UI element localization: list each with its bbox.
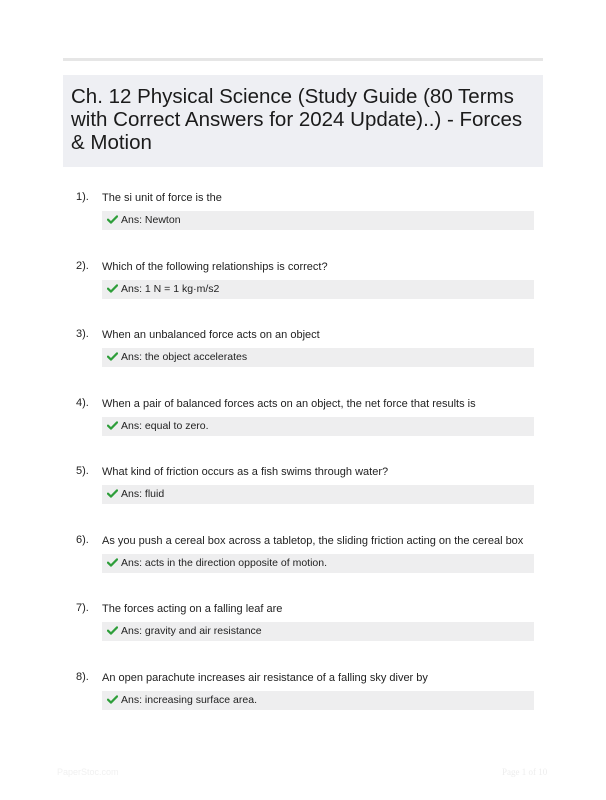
question-text: An open parachute increases air resistance of a falling sky diver by — [102, 672, 428, 684]
check-icon — [107, 284, 118, 293]
top-divider — [63, 58, 543, 61]
question-number: 7). — [76, 602, 89, 614]
question-text: The forces acting on a falling leaf are — [102, 603, 283, 615]
answer-text: Ans: gravity and air resistance — [121, 625, 262, 637]
answer-box — [102, 691, 534, 710]
answer-text: Ans: increasing surface area. — [121, 694, 257, 706]
check-icon — [107, 695, 118, 704]
footer-watermark: PaperStoc.com — [57, 767, 119, 777]
question-text: When a pair of balanced forces acts on an object, the net force that results is — [102, 398, 476, 410]
answer-box — [102, 348, 534, 367]
question-text: Which of the following relationships is correct? — [102, 261, 328, 273]
question-text: The si unit of force is the — [102, 192, 222, 204]
question-number: 4). — [76, 397, 89, 409]
check-icon — [107, 421, 118, 430]
title-block — [63, 75, 543, 167]
question-text: As you push a cereal box across a tabletop, the sliding friction acting on the cereal box — [102, 535, 524, 547]
answer-text: Ans: acts in the direction opposite of motion. — [121, 557, 328, 569]
question-number: 8). — [76, 671, 89, 683]
answer-text: Ans: 1 N = 1 kg·m/s2 — [121, 283, 220, 295]
check-icon — [107, 489, 118, 498]
page-number: Page 1 of 10 — [502, 767, 548, 777]
question-number: 2). — [76, 260, 89, 272]
question-number: 6). — [76, 534, 89, 546]
question-number: 3). — [76, 328, 89, 340]
answer-box — [102, 485, 534, 504]
question-text: What kind of friction occurs as a fish swims through water? — [102, 466, 389, 478]
question-number: 5). — [76, 465, 89, 477]
answer-text: Ans: equal to zero. — [121, 420, 209, 432]
answer-box — [102, 622, 534, 641]
check-icon — [107, 558, 118, 567]
check-icon — [107, 352, 118, 361]
answer-box — [102, 554, 534, 573]
check-icon — [107, 626, 118, 635]
answer-box — [102, 280, 534, 299]
answer-text: Ans: the object accelerates — [121, 351, 248, 363]
answer-text: Ans: fluid — [121, 488, 165, 500]
answer-box — [102, 211, 534, 230]
answer-box — [102, 417, 534, 436]
question-text: When an unbalanced force acts on an object — [102, 329, 320, 341]
question-number: 1). — [76, 191, 89, 203]
page-title: Ch. 12 Physical Science (Study Guide (80 Terms with Correct Answers for 2024 Update)..) - Forces & Motion — [71, 85, 523, 154]
check-icon — [107, 215, 118, 224]
answer-text: Ans: Newton — [121, 214, 181, 226]
